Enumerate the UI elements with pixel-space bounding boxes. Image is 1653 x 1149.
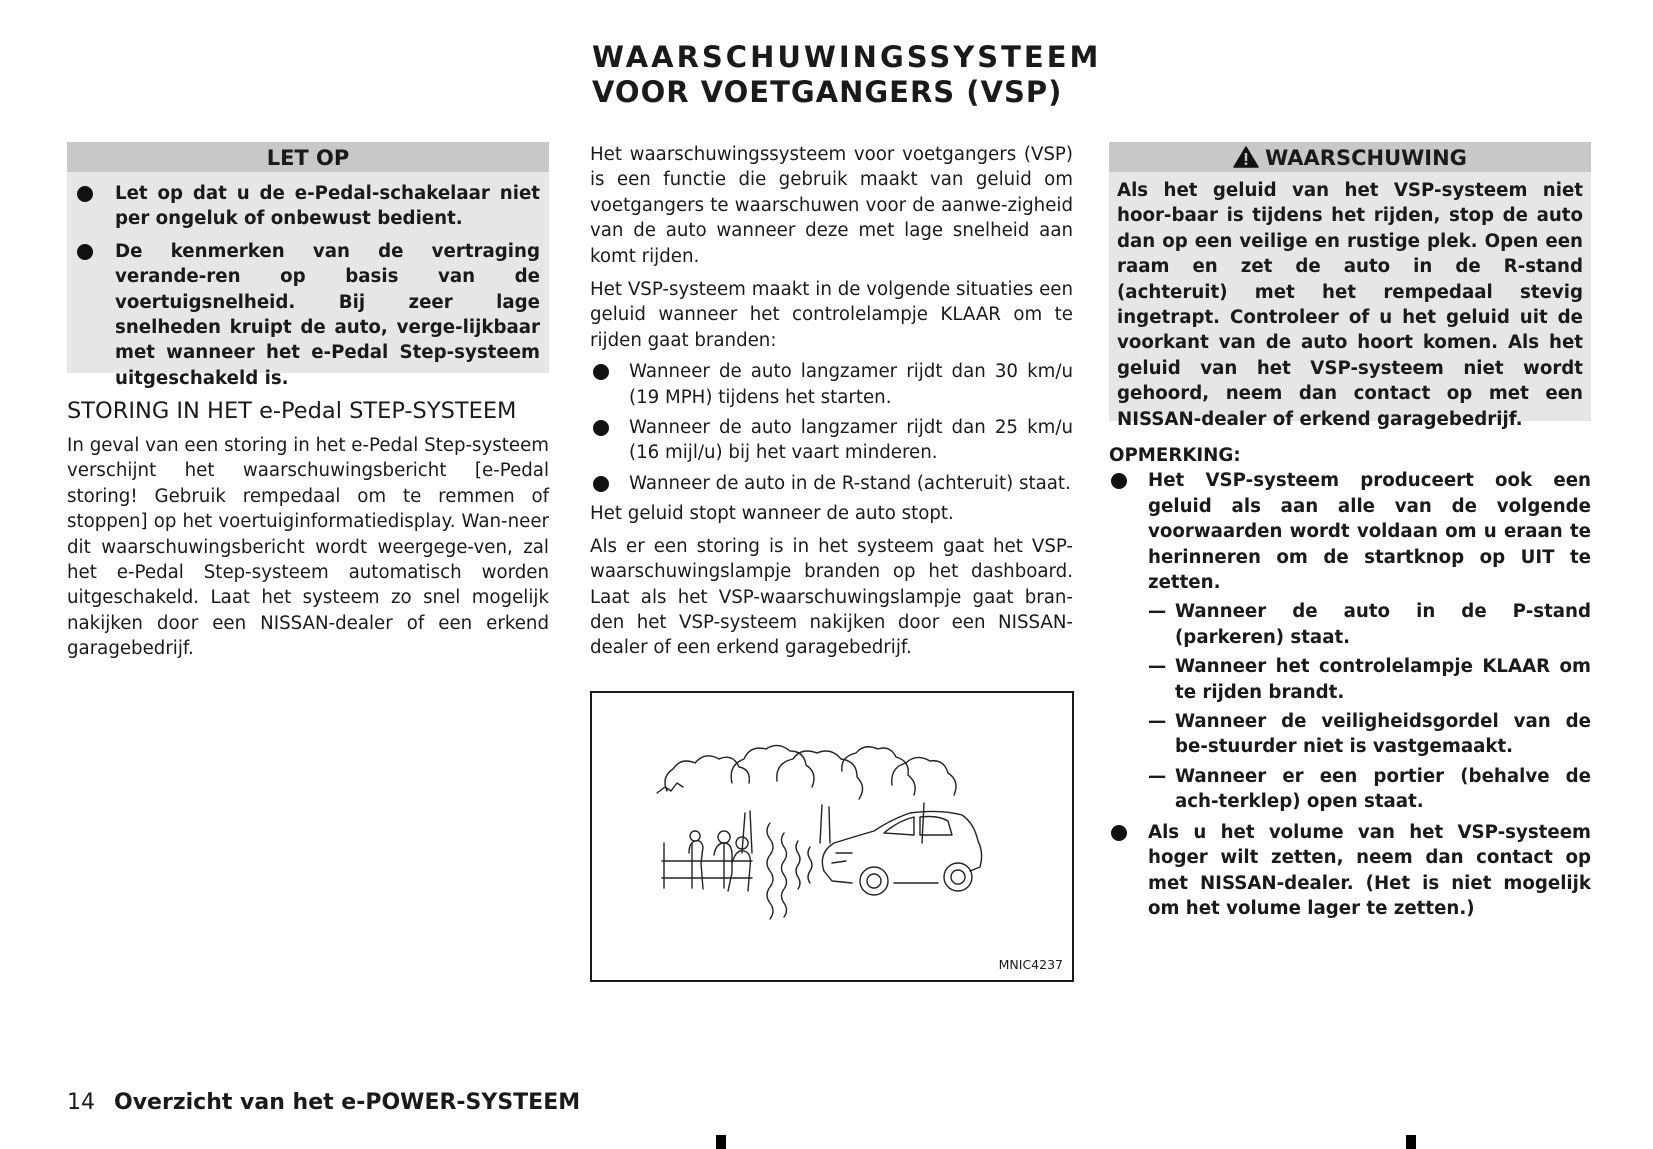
dash-icon: — bbox=[1148, 601, 1167, 623]
page-footer bbox=[67, 1090, 580, 1115]
sub-item: — Wanneer de auto in de P-stand (parkeren) staat. bbox=[1148, 601, 1591, 648]
warning-header bbox=[1109, 142, 1591, 172]
bullet-icon bbox=[77, 186, 93, 202]
vsp-intro: Het waarschuwingssysteem voor voetgangers (VSP) is een functie die gebruik maakt van geluid om voetgangers te waarschuwen voor de aanwe-zigheid van de auto wanneer deze met lage snelheid aan komt rijden. bbox=[590, 144, 1073, 267]
sub-item: — Wanneer er een portier (behalve de ach-terklep) open staat. bbox=[1148, 765, 1591, 813]
malfunction-heading: STORING IN HET e-Pedal STEP-SYSTEEM bbox=[67, 398, 517, 424]
bullet-icon bbox=[593, 476, 609, 492]
section-title-line1: WAARSCHUWINGSSYSTEEM bbox=[592, 40, 1102, 74]
page-number: 14 bbox=[67, 1090, 95, 1115]
dash-icon: — bbox=[1148, 656, 1167, 678]
section-title bbox=[592, 40, 1112, 110]
caution-list bbox=[67, 181, 549, 391]
bullet-icon bbox=[593, 364, 609, 380]
note-list bbox=[1109, 468, 1591, 921]
caution-box bbox=[67, 142, 549, 389]
sub-item: — Wanneer het controlelampje KLAAR om te rijden brandt. bbox=[1148, 656, 1591, 703]
vsp-illustration bbox=[590, 691, 1074, 982]
warning-triangle-icon bbox=[1233, 146, 1259, 168]
vsp-situations-intro: Het VSP-systeem maakt in de volgende situaties een geluid wanneer het controlelampje KLAAR om te rijden gaat branden: bbox=[590, 279, 1073, 351]
note-sublist bbox=[1148, 599, 1591, 814]
bullet-icon bbox=[77, 244, 93, 260]
warning-box bbox=[1109, 142, 1591, 430]
crop-mark bbox=[716, 1135, 726, 1149]
crop-mark bbox=[1406, 1135, 1416, 1149]
caution-item: Let op dat u de e-Pedal-schakelaar niet per ongeluk of onbewust bedient. bbox=[67, 181, 540, 232]
caution-title: LET OP bbox=[67, 142, 549, 172]
caution-item: De kenmerken van de vertraging verande-ren op basis van de voertuigsnelheid. Bij zeer lage snelheden kruipt de auto, verge-lijkbaar met wanneer het e-Pedal Step-systeem uitgeschakeld is. bbox=[67, 239, 540, 391]
bullet-icon bbox=[1111, 825, 1127, 841]
bullet-icon bbox=[1111, 473, 1127, 489]
list-item: Wanneer de auto langzamer rijdt dan 30 km/u (19 MPH) tijdens het starten. bbox=[590, 359, 1073, 410]
list-item: Wanneer de auto in de R-stand (achteruit) staat. bbox=[590, 471, 1073, 496]
section-title-line2: VOOR VOETGANGERS (VSP) bbox=[592, 75, 1063, 109]
pedestrians-car-illustration bbox=[592, 693, 1072, 980]
list-item: Wanneer de auto langzamer rijdt dan 25 km/u (16 mijl/u) bij het vaart minderen. bbox=[590, 415, 1073, 466]
vsp-situations-list bbox=[590, 359, 1073, 496]
sub-item: — Wanneer de veiligheidsgordel van de be-stuurder niet is vastgemaakt. bbox=[1148, 711, 1591, 758]
warning-title: WAARSCHUWING bbox=[1265, 146, 1467, 170]
note-item: Het VSP-systeem produceert ook een geluid als aan alle van de volgende voorwaarden wordt voldaan om u eraan te herinneren om de startknop op UIT te zetten. — Wanneer de auto in de P-stand (parkeren) staat. — Wanneer het controlelampje KLAAR om te rijden brandt. — Wanneer de veiligheidsgordel van de be-stuurder niet is vastgemaakt. — Wanneer er een portier (behalve de ach-terklep) open staat. bbox=[1109, 468, 1591, 814]
dash-icon: — bbox=[1148, 765, 1167, 787]
bullet-icon bbox=[593, 420, 609, 436]
figure-code: MNIC4237 bbox=[998, 957, 1063, 972]
vsp-stop-text: Het geluid stopt wanneer de auto stopt. bbox=[590, 503, 954, 525]
chapter-title: Overzicht van het e-POWER-SYSTEEM bbox=[114, 1090, 581, 1115]
note-section bbox=[1109, 443, 1591, 926]
note-item: Als u het volume van het VSP-systeem hoger wilt zetten, neem dan contact op met NISSAN-dealer. (Het is niet mogelijk om het volume lager te zetten.) bbox=[1109, 820, 1591, 922]
malfunction-paragraph: In geval van een storing in het e-Pedal Step-systeem verschijnt het waarschuwingsbericht [e-Pedal storing! Gebruik rempedaal om te remmen of stoppen] op het voertuiginformatiedisplay. Wan-neer dit waarschuwingsbericht wordt weergege-ven, zal het e-Pedal Step-systeem automatisch worden uitgeschakeld. Laat het systeem zo snel mogelijk nakijken door een NISSAN-dealer of een erkend garagebedrijf. bbox=[67, 435, 549, 660]
dash-icon: — bbox=[1148, 711, 1167, 733]
note-label: OPMERKING: bbox=[1109, 445, 1241, 466]
warning-text: Als het geluid van het VSP-systeem niet hoor-baar is tijdens het rijden, stop de auto dan op een veilige en rustige plek. Open een raam en zet de auto in de R-stand (achteruit) met het rempedaal stevig ingetrapt. Controleer of u het geluid uit de voorkant van de auto hoort komen. Als het geluid van het VSP-systeem niet wordt gehoord, neem dan contact op met een NISSAN-dealer of erkend garagebedrijf. bbox=[1117, 180, 1583, 430]
vsp-malfunction-text: Als er een storing is in het systeem gaat het VSP-waarschuwingslampje branden op het dashboard. Laat als het VSP-waarschuwingslampje gaat bran-den het VSP-systeem nakijken door een NISSAN-dealer of een erkend garagebedrijf. bbox=[590, 535, 1073, 659]
vsp-column bbox=[590, 142, 1073, 661]
